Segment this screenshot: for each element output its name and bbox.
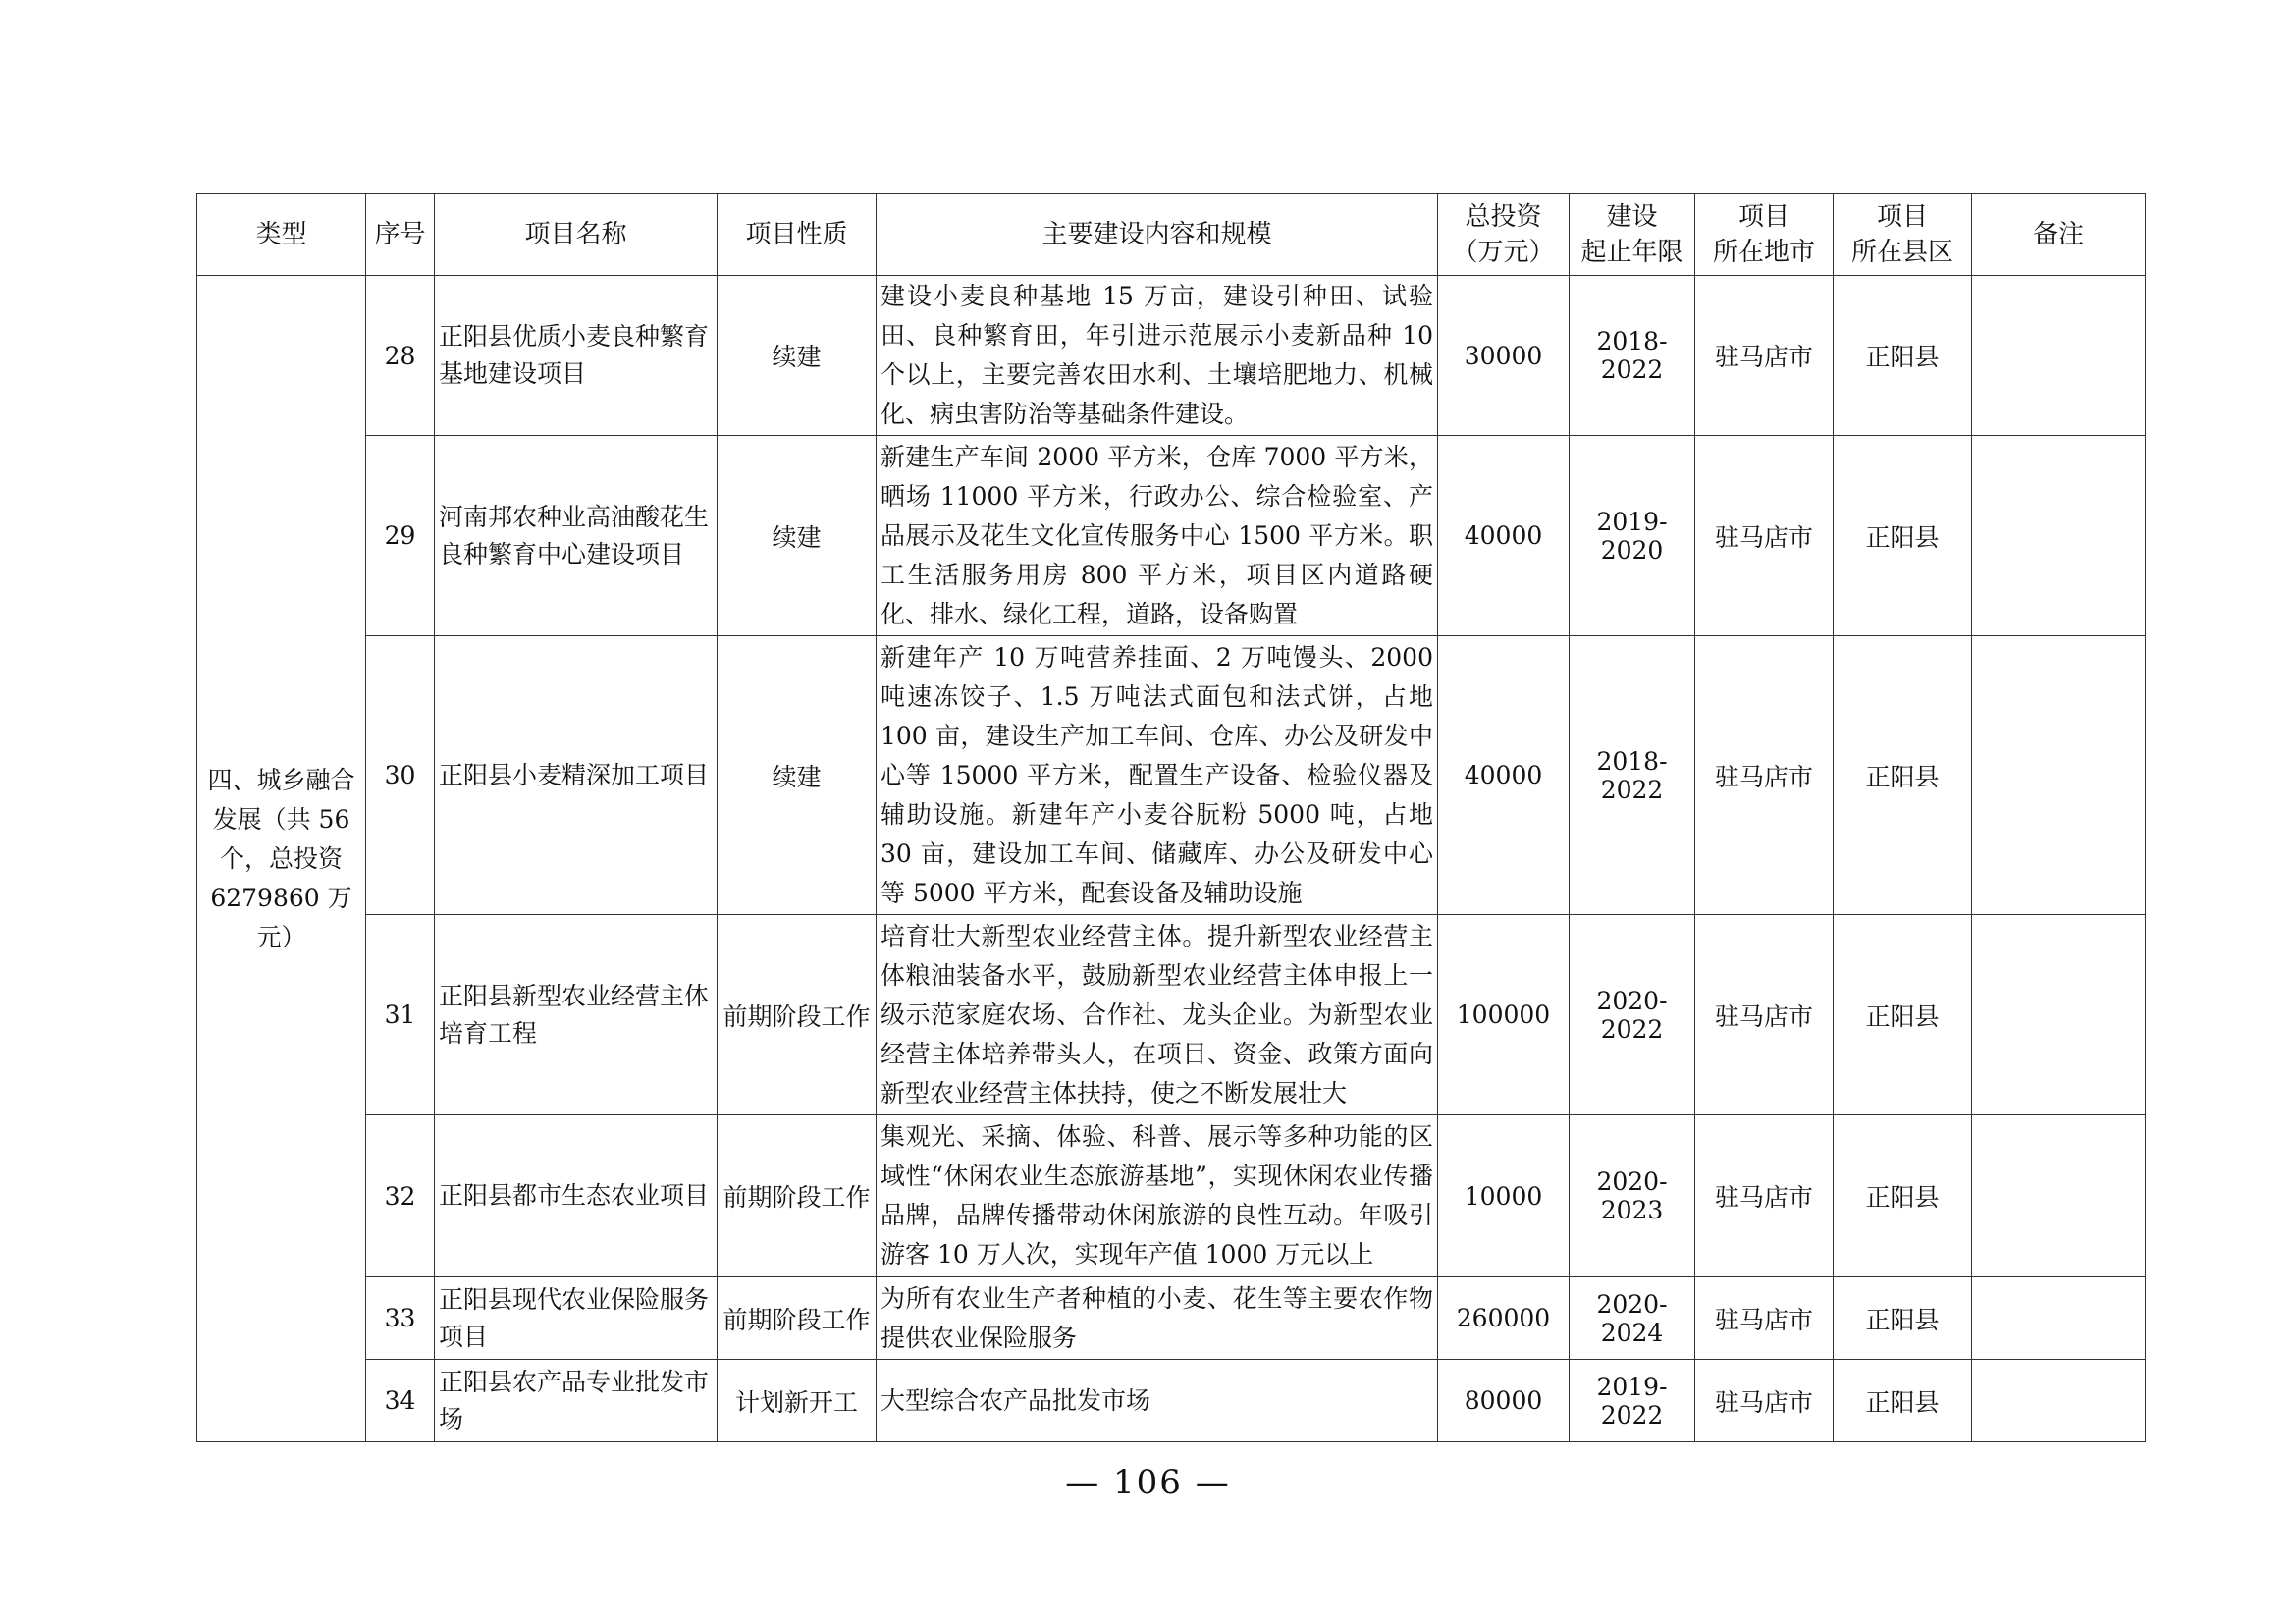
note-cell <box>1972 1360 2146 1442</box>
period-cell: 2019-2020 <box>1570 436 1695 636</box>
content-cell: 新建生产车间 2000 平方米，仓库 7000 平方米，晒场 11000 平方米，行政办公、综合检验室、产品展示及花生文化宣传服务中心 1500 平方米。职工生活服务用房 800 平方米，项目区内道路硬化、排水、绿化工程，道路，设备购置 <box>877 436 1438 636</box>
header-county-line1: 项目 <box>1876 202 1928 232</box>
county-cell: 正阳县 <box>1834 436 1972 636</box>
county-cell: 正阳县 <box>1834 1115 1972 1277</box>
seq-cell: 28 <box>366 276 435 436</box>
county-cell: 正阳县 <box>1834 1360 1972 1442</box>
investment-cell: 80000 <box>1438 1360 1570 1442</box>
seq-cell: 34 <box>366 1360 435 1442</box>
investment-cell: 40000 <box>1438 436 1570 636</box>
period-cell: 2020-2022 <box>1570 915 1695 1115</box>
header-county-line2: 所在县区 <box>1850 238 1953 267</box>
nature-cell: 计划新开工 <box>718 1360 877 1442</box>
city-cell: 驻马店市 <box>1695 915 1834 1115</box>
table-row <box>197 436 2146 636</box>
project-table <box>196 193 2146 1442</box>
table-row <box>197 915 2146 1115</box>
header-city-line2: 所在地市 <box>1712 238 1815 267</box>
investment-cell: 260000 <box>1438 1277 1570 1360</box>
content-cell: 集观光、采摘、体验、科普、展示等多种功能的区域性“休闲农业生态旅游基地”，实现休闲农业传播品牌，品牌传播带动休闲旅游的良性互动。年吸引游客 10 万人次，实现年产值 1000 万元以上 <box>877 1115 1438 1277</box>
note-cell <box>1972 1115 2146 1277</box>
period-cell: 2018-2022 <box>1570 276 1695 436</box>
nature-cell: 前期阶段工作 <box>718 915 877 1115</box>
city-cell: 驻马店市 <box>1695 636 1834 915</box>
header-city <box>1695 194 1834 276</box>
nature-cell: 续建 <box>718 636 877 915</box>
county-cell: 正阳县 <box>1834 1277 1972 1360</box>
project-name-cell: 正阳县新型农业经营主体培育工程 <box>435 915 718 1115</box>
table-row <box>197 1277 2146 1360</box>
seq-cell: 30 <box>366 636 435 915</box>
header-seq: 序号 <box>366 194 435 276</box>
content-cell: 新建年产 10 万吨营养挂面、2 万吨馒头、2000 吨速冻饺子、1.5 万吨法式面包和法式饼，占地 100 亩，建设生产加工车间、仓库、办公及研发中心等 15000 平方米，配置生产设备、检验仪器及辅助设施。新建年产小麦谷朊粉 5000 吨，占地 30 亩，建设加工车间、储藏库、办公及研发中心等 5000 平方米，配套设备及辅助设施 <box>877 636 1438 915</box>
header-period-line1: 建设 <box>1606 202 1658 232</box>
city-cell: 驻马店市 <box>1695 276 1834 436</box>
table-header <box>197 194 2146 276</box>
content-cell: 培育壮大新型农业经营主体。提升新型农业经营主体粮油装备水平，鼓励新型农业经营主体申报上一级示范家庭农场、合作社、龙头企业。为新型农业经营主体培养带头人，在项目、资金、政策方面向新型农业经营主体扶持，使之不断发展壮大 <box>877 915 1438 1115</box>
note-cell <box>1972 915 2146 1115</box>
table-row <box>197 1115 2146 1277</box>
seq-cell: 31 <box>366 915 435 1115</box>
investment-cell: 100000 <box>1438 915 1570 1115</box>
county-cell: 正阳县 <box>1834 915 1972 1115</box>
period-cell: 2020-2024 <box>1570 1277 1695 1360</box>
county-cell: 正阳县 <box>1834 636 1972 915</box>
header-name: 项目名称 <box>435 194 718 276</box>
header-nature: 项目性质 <box>718 194 877 276</box>
header-period <box>1570 194 1695 276</box>
header-content: 主要建设内容和规模 <box>877 194 1438 276</box>
city-cell: 驻马店市 <box>1695 1360 1834 1442</box>
category-cell: 四、城乡融合发展（共 56 个，总投资 6279860 万元） <box>197 276 366 1442</box>
seq-cell: 33 <box>366 1277 435 1360</box>
header-note: 备注 <box>1972 194 2146 276</box>
header-investment-line1: 总投资 <box>1465 202 1542 232</box>
header-type: 类型 <box>197 194 366 276</box>
project-name-cell: 正阳县都市生态农业项目 <box>435 1115 718 1277</box>
city-cell: 驻马店市 <box>1695 436 1834 636</box>
table-body <box>197 276 2146 1442</box>
nature-cell: 续建 <box>718 436 877 636</box>
note-cell <box>1972 436 2146 636</box>
period-cell: 2020-2023 <box>1570 1115 1695 1277</box>
note-cell <box>1972 1277 2146 1360</box>
city-cell: 驻马店市 <box>1695 1277 1834 1360</box>
header-period-line2: 起止年限 <box>1580 238 1683 267</box>
content-cell: 大型综合农产品批发市场 <box>877 1360 1438 1442</box>
seq-cell: 32 <box>366 1115 435 1277</box>
project-name-cell: 正阳县小麦精深加工项目 <box>435 636 718 915</box>
project-name-cell: 河南邦农种业高油酸花生良种繁育中心建设项目 <box>435 436 718 636</box>
note-cell <box>1972 636 2146 915</box>
content-cell: 建设小麦良种基地 15 万亩，建设引种田、试验田、良种繁育田，年引进示范展示小麦新品种 10 个以上，主要完善农田水利、土壤培肥地力、机械化、病虫害防治等基础条件建设。 <box>877 276 1438 436</box>
table-row <box>197 636 2146 915</box>
header-investment <box>1438 194 1570 276</box>
investment-cell: 40000 <box>1438 636 1570 915</box>
table-row <box>197 276 2146 436</box>
header-city-line1: 项目 <box>1737 202 1789 232</box>
nature-cell: 前期阶段工作 <box>718 1277 877 1360</box>
table-row <box>197 1360 2146 1442</box>
period-cell: 2018-2022 <box>1570 636 1695 915</box>
project-name-cell: 正阳县现代农业保险服务项目 <box>435 1277 718 1360</box>
county-cell: 正阳县 <box>1834 276 1972 436</box>
page-number: — 106 — <box>1065 1463 1231 1502</box>
project-name-cell: 正阳县农产品专业批发市场 <box>435 1360 718 1442</box>
seq-cell: 29 <box>366 436 435 636</box>
city-cell: 驻马店市 <box>1695 1115 1834 1277</box>
investment-cell: 30000 <box>1438 276 1570 436</box>
project-name-cell: 正阳县优质小麦良种繁育基地建设项目 <box>435 276 718 436</box>
investment-cell: 10000 <box>1438 1115 1570 1277</box>
header-county <box>1834 194 1972 276</box>
content-cell: 为所有农业生产者种植的小麦、花生等主要农作物提供农业保险服务 <box>877 1277 1438 1360</box>
nature-cell: 续建 <box>718 276 877 436</box>
nature-cell: 前期阶段工作 <box>718 1115 877 1277</box>
header-investment-line2: （万元） <box>1452 238 1555 267</box>
note-cell <box>1972 276 2146 436</box>
period-cell: 2019-2022 <box>1570 1360 1695 1442</box>
